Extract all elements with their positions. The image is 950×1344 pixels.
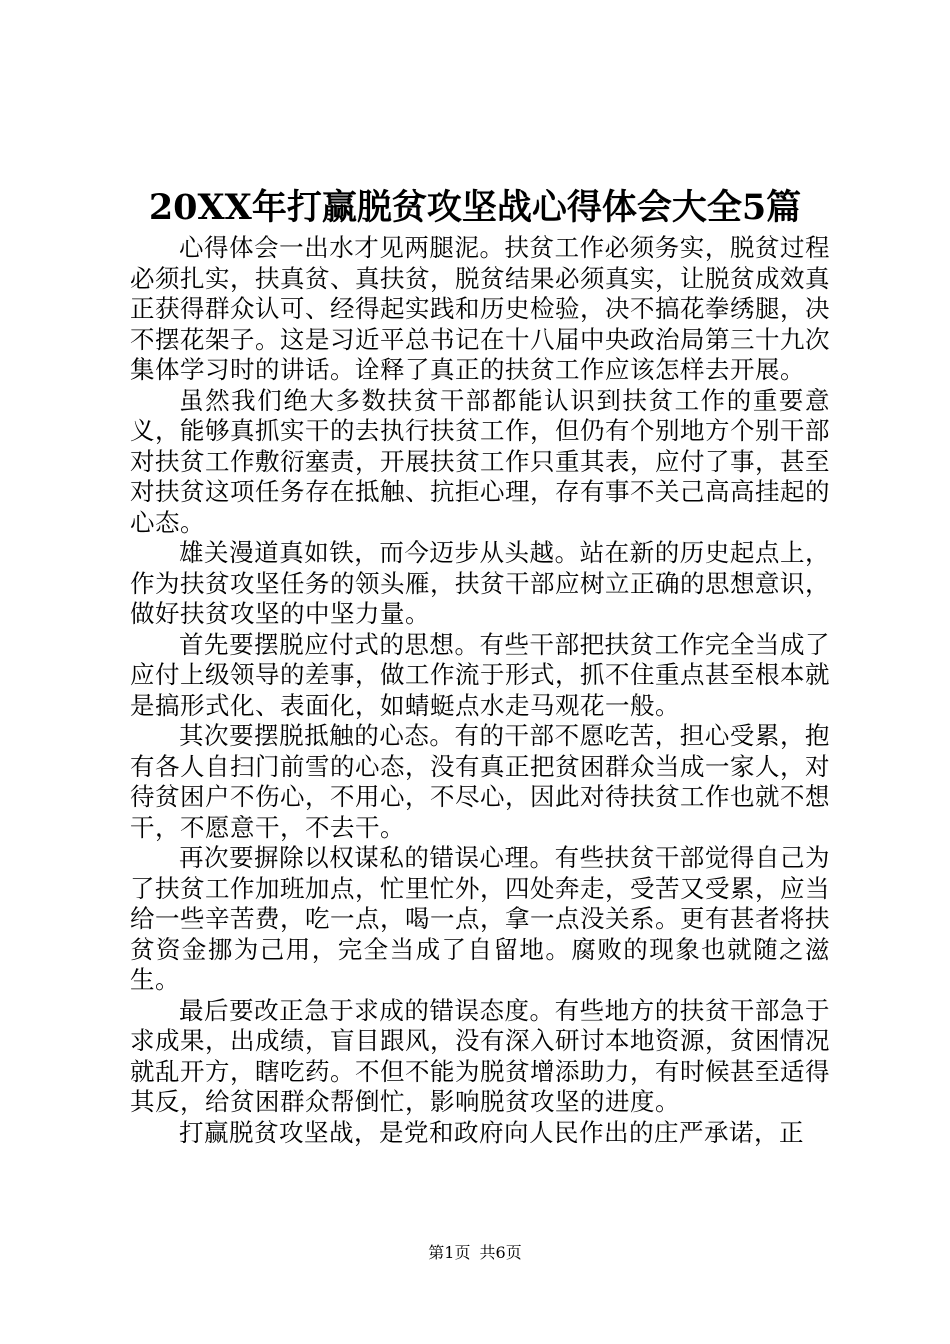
paragraph: 心得体会一出水才见两腿泥。扶贫工作必须务实，脱贫过程必须扎实，扶真贫、真扶贫，脱贫结果必须真实，让脱贫成效真正获得群众认可、经得起实践和历史检验，决不搞花拳绣腿，决不摆花架子。这是习近平总书记在十八届中央政治局第三十九次集体学习时的讲话。诠释了真正的扶贫工作应该怎样去开展。	[130, 233, 830, 384]
page-footer	[0, 1242, 950, 1264]
paragraph: 再次要摒除以权谋私的错误心理。有些扶贫干部觉得自己为了扶贫工作加班加点，忙里忙外，四处奔走，受苦又受累，应当给一些辛苦费，吃一点，喝一点，拿一点没关系。更有甚者将扶贫资金挪为己用，完全当成了自留地。腐败的现象也就随之滋生。	[130, 843, 830, 994]
paragraph: 虽然我们绝大多数扶贫干部都能认识到扶贫工作的重要意义，能够真抓实干的去执行扶贫工作，但仍有个别地方个别干部对扶贫工作敷衍塞责，开展扶贫工作只重其表，应付了事，甚至对扶贫这项任务存在抵触、抗拒心理，存有事不关己高高挂起的心态。	[130, 385, 830, 537]
document-title: 20XX年打赢脱贫攻坚战心得体会大全5篇	[148, 187, 802, 228]
paragraph: 其次要摆脱抵触的心态。有的干部不愿吃苦，担心受累，抱有各人自扫门前雪的心态，没有真正把贫困群众当成一家人，对待贫困户不伤心，不用心，不尽心，因此对待扶贫工作也就不想干，不愿意干，不去干。	[130, 721, 830, 842]
paragraph: 最后要改正急于求成的错误态度。有些地方的扶贫干部急于求成果，出成绩，盲目跟风，没有深入研讨本地资源，贫困情况就乱开方，瞎吃药。不但不能为脱贫增添助力，有时候甚至适得其反，给贫困群众帮倒忙，影响脱贫攻坚的进度。	[130, 995, 830, 1116]
page-number-current: 第1页	[428, 1243, 471, 1262]
page-number-total: 共6页	[479, 1243, 522, 1262]
paragraph: 雄关漫道真如铁，而今迈步从头越。站在新的历史起点上，作为扶贫攻坚任务的领头雁，扶贫干部应树立正确的思想意识，做好扶贫攻坚的中坚力量。	[130, 538, 830, 628]
paragraph: 首先要摆脱应付式的思想。有些干部把扶贫工作完全当成了应付上级领导的差事，做工作流于形式，抓不住重点甚至根本就是搞形式化、表面化，如蜻蜓点水走马观花一般。	[130, 629, 830, 720]
document-body	[130, 233, 830, 1148]
paragraph: 打赢脱贫攻坚战，是党和政府向人民作出的庄严承诺，正	[179, 1117, 804, 1147]
